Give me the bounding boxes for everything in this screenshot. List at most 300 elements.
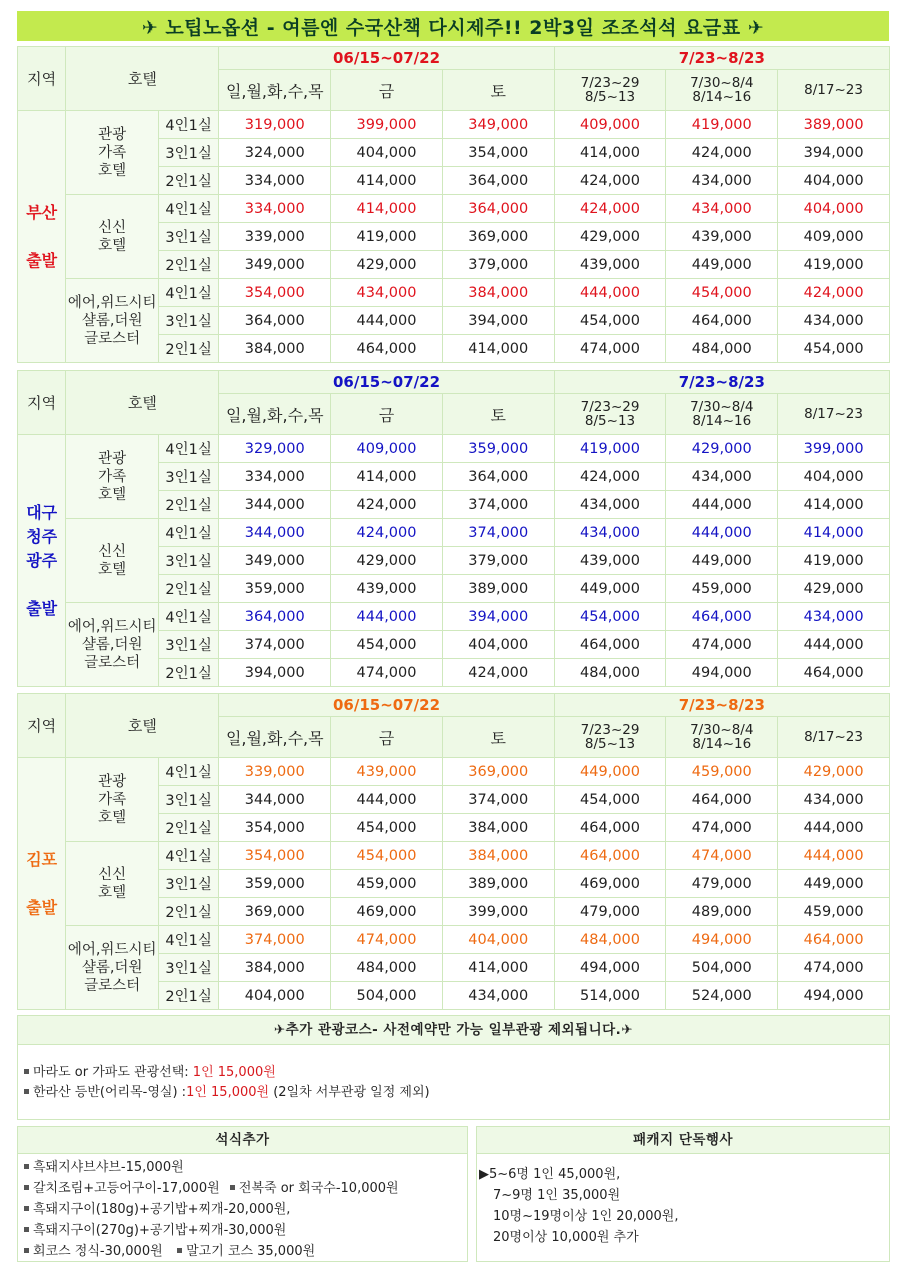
hotel-name-line: 글로스터	[84, 330, 141, 347]
hotel-name-line: 에어,위드시티	[67, 618, 157, 635]
price-cell: 429,000	[554, 223, 666, 251]
bullet-icon	[177, 1248, 182, 1253]
price-cell: 444,000	[331, 307, 443, 335]
hotel-name-line: 신신	[98, 543, 127, 560]
price-cell: 464,000	[554, 814, 666, 842]
room-type: 4인1실	[158, 111, 218, 139]
price-cell: 394,000	[442, 307, 554, 335]
tour-option-hallasan: 한라산 등반(어리목-영실) :1인 15,000원 (2일차 서부관광 일정 제외)	[22, 1081, 889, 1101]
price-cell: 469,000	[331, 898, 443, 926]
price-cell: 429,000	[778, 758, 890, 786]
day-header: 금	[331, 394, 443, 435]
price-cell: 504,000	[331, 982, 443, 1010]
price-cell: 374,000	[219, 926, 331, 954]
price-cell: 354,000	[219, 814, 331, 842]
room-type: 4인1실	[158, 279, 218, 307]
date-range-line: 7/23~29	[580, 722, 640, 738]
price-cell: 404,000	[778, 195, 890, 223]
price-cell: 394,000	[442, 603, 554, 631]
price-cell: 319,000	[219, 111, 331, 139]
price-cell: 424,000	[778, 279, 890, 307]
hotel-name	[66, 842, 159, 926]
room-type: 2인1실	[158, 335, 218, 363]
price-cell: 444,000	[778, 842, 890, 870]
price-cell: 334,000	[219, 167, 331, 195]
price-cell: 374,000	[219, 631, 331, 659]
hotel-name-line: 샬롬,더원	[81, 312, 143, 329]
price-cell: 394,000	[778, 139, 890, 167]
price-cell: 479,000	[554, 898, 666, 926]
hotel-header: 호텔	[66, 694, 219, 758]
period-header: 06/15~07/22	[219, 47, 554, 70]
price-cell: 409,000	[554, 111, 666, 139]
room-type: 3인1실	[158, 786, 218, 814]
price-cell: 334,000	[219, 463, 331, 491]
price-cell: 439,000	[554, 547, 666, 575]
hotel-name-line: 신신	[98, 219, 127, 236]
date-range-line: 8/14~16	[692, 736, 752, 752]
price-cell: 414,000	[442, 335, 554, 363]
day-header: 토	[442, 394, 554, 435]
hotel-name	[66, 603, 159, 687]
price-cell: 419,000	[554, 435, 666, 463]
region-label	[18, 111, 66, 363]
price-cell: 469,000	[554, 870, 666, 898]
price-cell: 414,000	[442, 954, 554, 982]
price-cell: 384,000	[442, 842, 554, 870]
period-header: 06/15~07/22	[219, 694, 554, 717]
price-cell: 409,000	[331, 435, 443, 463]
price-cell: 484,000	[554, 659, 666, 687]
hotel-name	[66, 195, 159, 279]
price-cell: 369,000	[442, 758, 554, 786]
table-row	[18, 926, 890, 954]
room-type: 2인1실	[158, 167, 218, 195]
table-row	[18, 842, 890, 870]
room-type: 4인1실	[158, 195, 218, 223]
price-cell: 334,000	[219, 195, 331, 223]
room-type: 4인1실	[158, 842, 218, 870]
date-range-header	[666, 717, 778, 758]
price-cell: 359,000	[219, 870, 331, 898]
price-cell: 379,000	[442, 547, 554, 575]
date-range-line: 8/14~16	[692, 89, 752, 105]
price-cell: 404,000	[778, 167, 890, 195]
price-cell: 439,000	[331, 758, 443, 786]
hotel-name-line: 관광	[98, 450, 127, 467]
price-cell: 414,000	[331, 463, 443, 491]
price-cell: 374,000	[442, 786, 554, 814]
price-cell: 364,000	[219, 307, 331, 335]
price-cell: 459,000	[331, 870, 443, 898]
price-cell: 404,000	[778, 463, 890, 491]
date-range-header: 8/17~23	[778, 717, 890, 758]
price-cell: 414,000	[778, 519, 890, 547]
meal-item: 흑돼지샤브샤브-15,000원	[22, 1157, 467, 1178]
price-cell: 464,000	[331, 335, 443, 363]
hotel-name	[66, 519, 159, 603]
price-cell: 514,000	[554, 982, 666, 1010]
price-cell: 384,000	[219, 335, 331, 363]
region-header: 지역	[18, 371, 66, 435]
hotel-name	[66, 926, 159, 1010]
price-cell: 419,000	[778, 251, 890, 279]
price-cell: 479,000	[666, 870, 778, 898]
price-cell: 464,000	[778, 659, 890, 687]
room-type: 2인1실	[158, 814, 218, 842]
date-range-header	[666, 70, 778, 111]
price-cell: 429,000	[778, 575, 890, 603]
table-row	[18, 279, 890, 307]
price-cell: 449,000	[666, 547, 778, 575]
price-cell: 389,000	[442, 575, 554, 603]
price-cell: 494,000	[778, 982, 890, 1010]
price-cell: 404,000	[219, 982, 331, 1010]
price-cell: 444,000	[666, 519, 778, 547]
price-cell: 484,000	[554, 926, 666, 954]
price-cell: 474,000	[666, 842, 778, 870]
price-cell: 459,000	[666, 758, 778, 786]
hotel-name	[66, 111, 159, 195]
room-type: 4인1실	[158, 758, 218, 786]
fare-table	[17, 693, 890, 1010]
price-cell: 439,000	[331, 575, 443, 603]
date-range-header	[666, 394, 778, 435]
price-cell: 349,000	[219, 547, 331, 575]
price-cell: 444,000	[778, 814, 890, 842]
price-cell: 424,000	[554, 167, 666, 195]
hotel-name-line: 에어,위드시티	[67, 941, 157, 958]
price-cell: 424,000	[554, 463, 666, 491]
package-header: 패캐지 단독행사	[477, 1127, 889, 1154]
price-cell: 399,000	[778, 435, 890, 463]
region-line: 광주	[26, 550, 58, 570]
price-cell: 424,000	[442, 659, 554, 687]
room-type: 2인1실	[158, 898, 218, 926]
hotel-name-line: 호텔	[98, 237, 127, 254]
period-header: 06/15~07/22	[219, 371, 554, 394]
date-range-line: 7/23~29	[580, 75, 640, 91]
price-cell: 359,000	[219, 575, 331, 603]
hotel-name-line: 글로스터	[84, 654, 141, 671]
meal-item: 흑돼지구이(180g)+공기밥+찌개-20,000원,	[22, 1199, 467, 1220]
price-cell: 524,000	[666, 982, 778, 1010]
price-cell: 434,000	[666, 167, 778, 195]
price-cell: 344,000	[219, 786, 331, 814]
period-header: 7/23~8/23	[554, 694, 889, 717]
date-range-line: 8/5~13	[584, 413, 636, 429]
room-type: 4인1실	[158, 926, 218, 954]
region-label	[18, 758, 66, 1010]
day-header: 일,월,화,수,목	[219, 717, 331, 758]
price-cell: 449,000	[554, 575, 666, 603]
package-line: 7~9명 1인 35,000원	[493, 1188, 621, 1203]
region-line	[18, 872, 65, 896]
price-cell: 434,000	[666, 463, 778, 491]
price-cell: 434,000	[442, 982, 554, 1010]
price-cell: 369,000	[219, 898, 331, 926]
price-cell: 494,000	[554, 954, 666, 982]
room-type: 3인1실	[158, 631, 218, 659]
region-line	[18, 573, 65, 597]
price-cell: 354,000	[219, 279, 331, 307]
day-header: 일,월,화,수,목	[219, 394, 331, 435]
price-cell: 434,000	[554, 491, 666, 519]
hotel-name-line: 샬롬,더원	[81, 959, 143, 976]
room-type: 2인1실	[158, 575, 218, 603]
price-cell: 409,000	[778, 223, 890, 251]
price-cell: 404,000	[442, 926, 554, 954]
region-line: 대구	[26, 502, 58, 522]
price-cell: 404,000	[442, 631, 554, 659]
room-type: 3인1실	[158, 223, 218, 251]
price-cell: 369,000	[442, 223, 554, 251]
price-cell: 434,000	[778, 307, 890, 335]
tour-option-mara: 마라도 or 가파도 관광선택: 1인 15,000원	[22, 1061, 889, 1081]
hotel-name	[66, 435, 159, 519]
price-cell: 474,000	[331, 926, 443, 954]
bullet-icon	[24, 1206, 29, 1211]
price-cell: 414,000	[778, 491, 890, 519]
price-cell: 474,000	[666, 814, 778, 842]
price-cell: 434,000	[778, 603, 890, 631]
price-cell: 449,000	[666, 251, 778, 279]
price-cell: 444,000	[554, 279, 666, 307]
room-type: 2인1실	[158, 491, 218, 519]
room-type: 3인1실	[158, 547, 218, 575]
tour-options-header: ✈추가 관광코스- 사전예약만 가능 일부관광 제외됩니다.✈	[18, 1016, 889, 1045]
hotel-name-line: 가족	[98, 144, 127, 161]
price-cell: 339,000	[219, 758, 331, 786]
price-cell: 364,000	[219, 603, 331, 631]
table-row	[18, 435, 890, 463]
meal-options-box	[17, 1126, 468, 1262]
price-cell: 464,000	[778, 926, 890, 954]
price-cell: 424,000	[554, 195, 666, 223]
price-cell: 374,000	[442, 491, 554, 519]
price-cell: 349,000	[219, 251, 331, 279]
bullet-icon	[24, 1185, 29, 1190]
hotel-name-line: 가족	[98, 791, 127, 808]
period-header: 7/23~8/23	[554, 371, 889, 394]
price-cell: 344,000	[219, 491, 331, 519]
meal-item: 갈치조림+고등어구이-17,000원 전복죽 or 회국수-10,000원	[22, 1178, 467, 1199]
room-type: 2인1실	[158, 251, 218, 279]
day-header: 토	[442, 717, 554, 758]
day-header: 토	[442, 70, 554, 111]
price-cell: 419,000	[778, 547, 890, 575]
bullet-icon	[230, 1185, 235, 1190]
price-cell: 364,000	[442, 463, 554, 491]
period-header: 7/23~8/23	[554, 47, 889, 70]
price-cell: 384,000	[442, 279, 554, 307]
hotel-name-line: 신신	[98, 866, 127, 883]
price-cell: 414,000	[554, 139, 666, 167]
price-cell: 464,000	[554, 842, 666, 870]
hotel-header: 호텔	[66, 47, 219, 111]
meal-item: 회코스 정식-30,000원 말고기 코스 35,000원	[22, 1241, 467, 1262]
price-cell: 459,000	[666, 575, 778, 603]
price-cell: 454,000	[554, 307, 666, 335]
price-cell: 449,000	[554, 758, 666, 786]
region-line: 청주	[26, 526, 58, 546]
price-cell: 454,000	[778, 335, 890, 363]
price-cell: 459,000	[778, 898, 890, 926]
price-cell: 464,000	[666, 307, 778, 335]
price-cell: 454,000	[331, 814, 443, 842]
price-cell: 354,000	[219, 842, 331, 870]
room-type: 3인1실	[158, 463, 218, 491]
price-cell: 439,000	[554, 251, 666, 279]
price-cell: 474,000	[331, 659, 443, 687]
price-cell: 384,000	[442, 814, 554, 842]
price-cell: 354,000	[442, 139, 554, 167]
price-cell: 414,000	[331, 167, 443, 195]
price-cell: 374,000	[442, 519, 554, 547]
price-cell: 329,000	[219, 435, 331, 463]
day-header: 금	[331, 70, 443, 111]
price-cell: 399,000	[331, 111, 443, 139]
price-cell: 444,000	[331, 603, 443, 631]
room-type: 4인1실	[158, 435, 218, 463]
price-cell: 494,000	[666, 659, 778, 687]
package-line: 10명~19명이상 1인 20,000원,	[493, 1209, 679, 1224]
price-cell: 454,000	[331, 631, 443, 659]
price-cell: 359,000	[442, 435, 554, 463]
price-cell: 464,000	[666, 603, 778, 631]
price-cell: 414,000	[331, 195, 443, 223]
price-cell: 464,000	[554, 631, 666, 659]
hotel-name-line: 호텔	[98, 809, 127, 826]
price-cell: 449,000	[778, 870, 890, 898]
price-cell: 424,000	[331, 519, 443, 547]
hotel-name-line: 호텔	[98, 884, 127, 901]
price-cell: 389,000	[778, 111, 890, 139]
room-type: 4인1실	[158, 603, 218, 631]
hotel-name-line: 호텔	[98, 561, 127, 578]
date-range-line: 8/14~16	[692, 413, 752, 429]
price-cell: 484,000	[331, 954, 443, 982]
price-cell: 324,000	[219, 139, 331, 167]
room-type: 3인1실	[158, 307, 218, 335]
hotel-name	[66, 758, 159, 842]
room-type: 4인1실	[158, 519, 218, 547]
date-range-line: 8/5~13	[584, 89, 636, 105]
price-cell: 434,000	[778, 786, 890, 814]
price-cell: 439,000	[666, 223, 778, 251]
package-line: ▶5~6명 1인 45,000원,	[479, 1167, 621, 1182]
hotel-name-line: 글로스터	[84, 977, 141, 994]
table-row	[18, 195, 890, 223]
region-line	[18, 225, 65, 249]
region-label	[18, 435, 66, 687]
price-cell: 434,000	[554, 519, 666, 547]
date-range-line: 7/30~8/4	[690, 722, 754, 738]
price-cell: 454,000	[666, 279, 778, 307]
price-cell: 399,000	[442, 898, 554, 926]
table-row	[18, 111, 890, 139]
hotel-name-line: 에어,위드시티	[67, 294, 157, 311]
bullet-icon	[24, 1248, 29, 1253]
date-range-header: 8/17~23	[778, 394, 890, 435]
package-line: 20명이상 10,000원 추가	[493, 1230, 639, 1245]
hotel-header: 호텔	[66, 371, 219, 435]
room-type: 3인1실	[158, 954, 218, 982]
price-cell: 444,000	[778, 631, 890, 659]
price-cell: 389,000	[442, 870, 554, 898]
price-cell: 454,000	[331, 842, 443, 870]
price-cell: 444,000	[666, 491, 778, 519]
bullet-icon	[24, 1069, 29, 1074]
table-row	[18, 758, 890, 786]
hotel-name-line: 호텔	[98, 486, 127, 503]
price-cell: 474,000	[666, 631, 778, 659]
region-line: 부산	[26, 202, 58, 222]
price-cell: 489,000	[666, 898, 778, 926]
room-type: 2인1실	[158, 659, 218, 687]
region-line: 출발	[26, 897, 58, 917]
price-cell: 429,000	[331, 547, 443, 575]
price-cell: 474,000	[554, 335, 666, 363]
date-range-line: 7/23~29	[580, 399, 640, 415]
hotel-name-line: 관광	[98, 773, 127, 790]
fare-table	[17, 46, 890, 363]
date-range-line: 7/30~8/4	[690, 75, 754, 91]
price-cell: 424,000	[666, 139, 778, 167]
region-header: 지역	[18, 694, 66, 758]
date-range-header	[554, 70, 666, 111]
hotel-name-line: 샬롬,더원	[81, 636, 143, 653]
table-row	[18, 519, 890, 547]
price-cell: 464,000	[666, 786, 778, 814]
price-cell: 404,000	[331, 139, 443, 167]
price-cell: 419,000	[666, 111, 778, 139]
day-header: 금	[331, 717, 443, 758]
price-cell: 454,000	[554, 786, 666, 814]
price-cell: 429,000	[666, 435, 778, 463]
price-cell: 394,000	[219, 659, 331, 687]
price-cell: 434,000	[331, 279, 443, 307]
date-range-line: 8/5~13	[584, 736, 636, 752]
price-cell: 484,000	[666, 335, 778, 363]
price-cell: 454,000	[554, 603, 666, 631]
package-box	[476, 1126, 890, 1262]
date-range-header: 8/17~23	[778, 70, 890, 111]
price-cell: 474,000	[778, 954, 890, 982]
price-cell: 384,000	[219, 954, 331, 982]
room-type: 3인1실	[158, 139, 218, 167]
price-cell: 349,000	[442, 111, 554, 139]
bullet-icon	[24, 1164, 29, 1169]
date-range-header	[554, 717, 666, 758]
room-type: 2인1실	[158, 982, 218, 1010]
price-cell: 344,000	[219, 519, 331, 547]
price-cell: 429,000	[331, 251, 443, 279]
price-cell: 364,000	[442, 195, 554, 223]
page-title: ✈ 노팁노옵션 - 여름엔 수국산책 다시제주!! 2박3일 조조석석 요금표 ✈	[17, 11, 889, 41]
price-cell: 494,000	[666, 926, 778, 954]
region-line: 출발	[26, 598, 58, 618]
region-line: 출발	[26, 250, 58, 270]
bullet-icon	[24, 1089, 29, 1094]
hotel-name-line: 호텔	[98, 162, 127, 179]
price-cell: 364,000	[442, 167, 554, 195]
price-cell: 379,000	[442, 251, 554, 279]
price-cell: 434,000	[666, 195, 778, 223]
room-type: 3인1실	[158, 870, 218, 898]
price-cell: 504,000	[666, 954, 778, 982]
price-cell: 419,000	[331, 223, 443, 251]
